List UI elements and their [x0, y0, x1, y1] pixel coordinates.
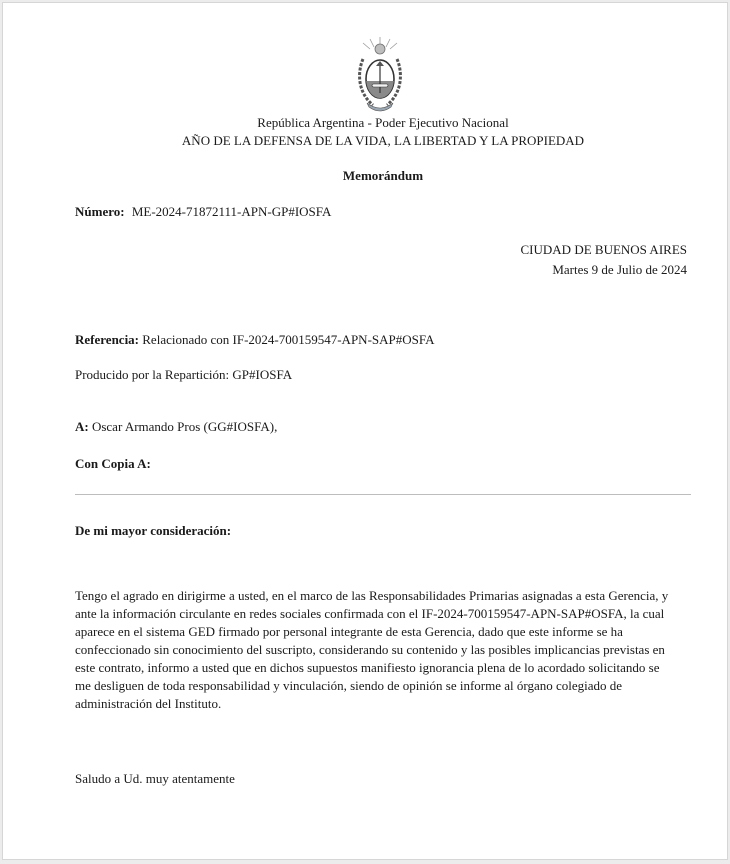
body-line: administración del Instituto. — [75, 696, 222, 711]
referencia-value: Relacionado con IF-2024-700159547-APN-SAP#OSFA — [142, 332, 435, 347]
divider — [75, 494, 691, 495]
salutation: De mi mayor consideración: — [75, 523, 232, 538]
numero-label: Número: — [75, 204, 125, 219]
producido-por: Producido por la Repartición: GP#IOSFA — [75, 367, 293, 382]
argentina-coat-of-arms-icon — [355, 37, 405, 113]
numero-row — [75, 203, 331, 220]
body-line: ante la información circulante en redes sociales confirmada con el IF-2024-700159547-APN-SAP#OSFA, la cual — [75, 606, 665, 621]
body-line: confeccionado sin conocimiento del suscripto, considerando su contenido y las posibles implicancias previstas en — [75, 642, 665, 657]
recipient-row — [75, 418, 277, 435]
header-line-1: República Argentina - Poder Ejecutivo Nacional — [257, 115, 509, 130]
closing: Saludo a Ud. muy atentamente — [75, 771, 235, 786]
body-line: Tengo el agrado en dirigirme a usted, en el marco de las Responsabilidades Primarias asignadas a esta Gerencia, y — [75, 588, 669, 603]
referencia-label: Referencia: — [75, 332, 140, 347]
body-paragraph — [75, 587, 695, 713]
document-type: Memorándum — [342, 168, 424, 183]
memo-page — [2, 2, 728, 860]
numero-value: ME-2024-71872111-APN-GP#IOSFA — [131, 204, 332, 219]
recipient-label: A: — [75, 419, 89, 434]
body-line: me desliguen de toda responsabilidad y vinculación, siendo de opinión se informe al órgano colegiado de — [75, 678, 623, 693]
city: CIUDAD DE BUENOS AIRES — [520, 242, 687, 257]
date: Martes 9 de Julio de 2024 — [552, 262, 687, 277]
body-line: este contrato, informo a usted que en dichos supuestos manifiesto ignorancia plena de lo acordado solicitando se — [75, 660, 660, 675]
referencia-row — [75, 331, 435, 348]
body-line: aparece en el sistema GED firmado por personal integrante de esta Gerencia, dado que este informe se ha — [75, 624, 623, 639]
header-line-2: AÑO DE LA DEFENSA DE LA VIDA, LA LIBERTAD Y LA PROPIEDAD — [181, 133, 585, 148]
con-copia-label: Con Copia A: — [75, 456, 151, 471]
recipient-value: Oscar Armando Pros (GG#IOSFA), — [91, 419, 278, 434]
